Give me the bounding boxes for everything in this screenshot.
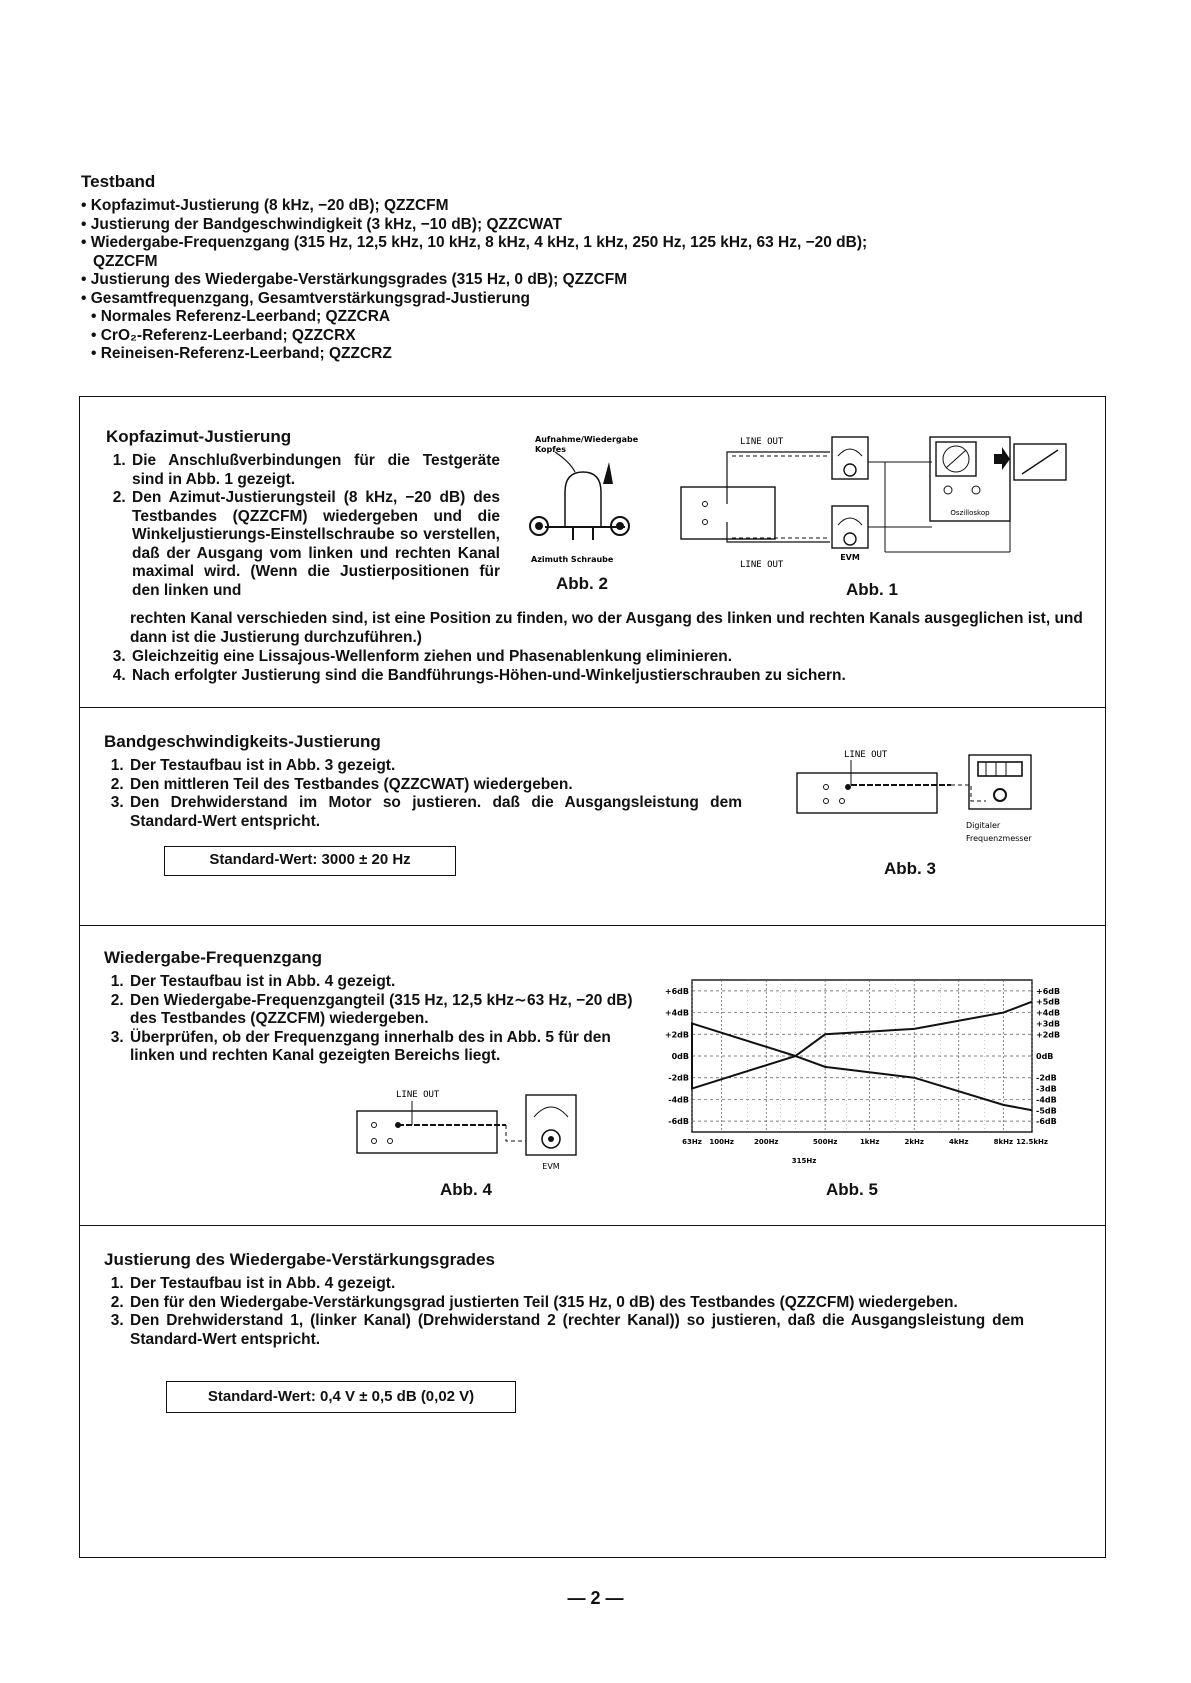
testband-subitem: • Normales Referenz-Leerband; QZZCRA [91, 308, 391, 325]
fig2-label: Abb. 2 [556, 574, 608, 593]
section2-steps [102, 757, 742, 831]
section3-title: Wiedergabe-Frequenzgang [104, 948, 323, 967]
section1-step2-continued: rechten Kanal verschieden sind, ist eine Position zu finden, wo der Ausgang des linken und rechten Kanals ausgeglichen ist, und dann ist die Justierung durchzuführen.) [130, 610, 1083, 646]
fig1-evm: EVM [840, 553, 860, 562]
fig5-label: Abb. 5 [826, 1180, 878, 1199]
chart-right-tick-label: +4dB [1036, 1008, 1061, 1018]
chart-x-tick-label: 1kHz [859, 1138, 880, 1146]
section3-step2: 2. Den Wiedergabe-Frequenzgangteil (315 Hz, 12,5 kHz∼63 Hz, −20 dB) des Testbandes (QZZCFM) wiedergeben. [128, 992, 634, 1029]
chart-right-tick-label: -6dB [1036, 1117, 1057, 1127]
section4-step3: 3. Den Drehwiderstand 1, (linker Kanal) (Drehwiderstand 2 (rechter Kanal)) so justieren, daß die Ausgangsleistung dem Standard-Wert entspricht. [128, 1312, 1024, 1349]
section4-steps [102, 1275, 1024, 1349]
chart-series-line-upper [692, 1002, 1032, 1056]
testband-item: • Gesamtfrequenzgang, Gesamtverstärkungsgrad-Justierung [81, 289, 531, 307]
fig3-label: Abb. 3 [884, 859, 936, 878]
section2-standard-value: Standard-Wert: 3000 ± 20 Hz [164, 846, 456, 876]
figure-5-frequency-response-chart [656, 978, 1076, 1174]
section1-title: Kopfazimut-Justierung [106, 427, 292, 446]
chart-x-tick-label: 100Hz [709, 1138, 734, 1146]
fig2-label-top2: Kopfes [535, 445, 566, 454]
divider [79, 1225, 1106, 1226]
chart-right-tick-label: +6dB [1036, 986, 1061, 996]
chart-left-tick-label: +6dB [664, 986, 689, 996]
testband-item: QZZCFM [93, 252, 158, 270]
chart-x-axis [682, 1138, 1048, 1146]
chart-x-tick-label: 4kHz [949, 1138, 969, 1146]
chart-right-tick-label: +3dB [1036, 1019, 1061, 1029]
fig3-lineout: LINE OUT [844, 750, 888, 760]
fig1-osc: Oszilloskop [950, 509, 990, 517]
chart-right-tick-label: -5dB [1036, 1106, 1057, 1116]
divider [79, 925, 1106, 926]
section4-step1: 1. Der Testaufbau ist in Abb. 4 gezeigt. [128, 1275, 1024, 1294]
testband-subitem: • CrO₂-Referenz-Leerband; QZZCRX [91, 326, 356, 344]
chart-right-tick-label: 0dB [1036, 1052, 1054, 1061]
chart-x-tick-label: 200Hz [753, 1138, 779, 1146]
chart-left-tick-label: 0dB [671, 1052, 689, 1061]
section2-step2: 2. Den mittleren Teil des Testbandes (QZZCWAT) wiedergeben. [128, 776, 742, 795]
testband-subitem: • Reineisen-Referenz-Leerband; QZZCRZ [91, 345, 392, 362]
figure-4-test-setup [356, 1087, 586, 1172]
chart-left-tick-label: -2dB [668, 1073, 689, 1083]
divider [79, 707, 1106, 708]
chart-x-tick-label: 63Hz [682, 1138, 702, 1146]
page-number: — 2 — [567, 1588, 624, 1608]
fig1-lineout-top: LINE OUT [740, 437, 784, 447]
chart-x-tick-label: 2kHz [904, 1138, 924, 1146]
section4-title: Justierung des Wiedergabe-Verstärkungsgrades [104, 1250, 495, 1269]
fig3-device-line1: Digitaler [966, 821, 1001, 830]
testband-item: • Kopfazimut-Justierung (8 kHz, −20 dB); QZZCFM [81, 197, 449, 214]
section2-step1: 1. Der Testaufbau ist in Abb. 3 gezeigt. [128, 757, 742, 776]
chart-left-axis [665, 987, 689, 1126]
testband-title: Testband [81, 172, 156, 191]
fig1-lineout-bottom: LINE OUT [740, 560, 784, 570]
chart-x-tick-label: 8kHz [993, 1138, 1014, 1146]
section1-step3: 3. Gleichzeitig eine Lissajous-Wellenform ziehen und Phasenablenkung eliminieren. [130, 648, 1094, 667]
figure-3-test-setup [796, 745, 1056, 855]
chart-right-axis [1036, 987, 1060, 1126]
fig2-label-top: Aufnahme/Wiedergabe [535, 435, 639, 444]
chart-extra-tick-315: 315Hz [791, 1157, 817, 1165]
chart-right-tick-label: +2dB [1036, 1030, 1061, 1040]
chart-x-tick-label: 500Hz [812, 1138, 838, 1146]
chart-right-tick-label: -2dB [1036, 1073, 1057, 1083]
section1-step1: 1. Die Anschlußverbindungen für die Testgeräte sind in Abb. 1 gezeigt. [130, 452, 500, 489]
chart-x-tick-label: 12.5kHz [1016, 1138, 1048, 1146]
fig2-label-bottom: Azimuth Schraube [531, 555, 614, 564]
testband-item: • Wiedergabe-Frequenzgang (315 Hz, 12,5 kHz, 10 kHz, 8 kHz, 4 kHz, 1 kHz, 250 Hz, 125 kHz, 63 Hz, −20 dB); [81, 234, 868, 251]
section4-step2: 2. Den für den Wiedergabe-Verstärkungsgrad justierten Teil (315 Hz, 0 dB) des Testbandes (QZZCFM) wiedergeben. [128, 1294, 1024, 1313]
fig1-label: Abb. 1 [846, 580, 898, 599]
section3-step3: 3. Überprüfen, ob der Frequenzgang innerhalb des in Abb. 5 für den linken und rechten Kanal gezeigten Bereichs liegt. [128, 1029, 634, 1066]
chart-left-tick-label: +4dB [664, 1008, 689, 1018]
testband-item: • Justierung der Bandgeschwindigkeit (3 kHz, −10 dB); QZZCWAT [81, 215, 562, 233]
section3-steps [102, 973, 634, 1066]
fig4-lineout: LINE OUT [396, 1090, 440, 1100]
section1-step2: 2. Den Azimut-Justierungsteil (8 kHz, −20 dB) des Testbandes (QZZCFM) wiedergeben und die Winkeljustierungs-Einstellschraube so verstellen, daß der Ausgang vom linken und rechten Kanal maximal wird. (Wenn die Justierpositionen für den linken und [130, 489, 500, 600]
section2-title: Bandgeschwindigkeits-Justierung [104, 732, 381, 751]
section1-steps-b [104, 648, 1094, 685]
figure-2-head-diagram [525, 432, 645, 567]
figure-1-test-setup [680, 432, 1072, 580]
fig4-label: Abb. 4 [440, 1180, 492, 1199]
chart-left-tick-label: -4dB [668, 1095, 689, 1105]
chart-left-tick-label: -6dB [668, 1117, 689, 1127]
section4-standard-value: Standard-Wert: 0,4 V ± 0,5 dB (0,02 V) [166, 1381, 516, 1413]
fig3-device-line2: Frequenzmesser [966, 834, 1032, 843]
chart-grid [692, 980, 1032, 1132]
chart-right-tick-label: +5dB [1036, 997, 1061, 1007]
section1-steps-a [104, 452, 500, 600]
section1-step4: 4. Nach erfolgter Justierung sind die Bandführungs-Höhen-und-Winkeljustierschrauben zu sichern. [130, 667, 1094, 686]
chart-left-tick-label: +2dB [664, 1030, 689, 1040]
section3-step1: 1. Der Testaufbau ist in Abb. 4 gezeigt. [128, 973, 634, 992]
chart-series-line-lower [692, 1056, 1032, 1110]
testband-list [81, 197, 1091, 364]
testband-item: • Justierung des Wiedergabe-Verstärkungsgrades (315 Hz, 0 dB); QZZCFM [81, 271, 628, 288]
fig4-evm: EVM [542, 1162, 560, 1171]
section2-step3: 3. Den Drehwiderstand im Motor so justieren. daß die Ausgangsleistung dem Standard-Wert entspricht. [128, 794, 742, 831]
chart-right-tick-label: -3dB [1036, 1084, 1057, 1094]
chart-right-tick-label: -4dB [1036, 1095, 1057, 1105]
